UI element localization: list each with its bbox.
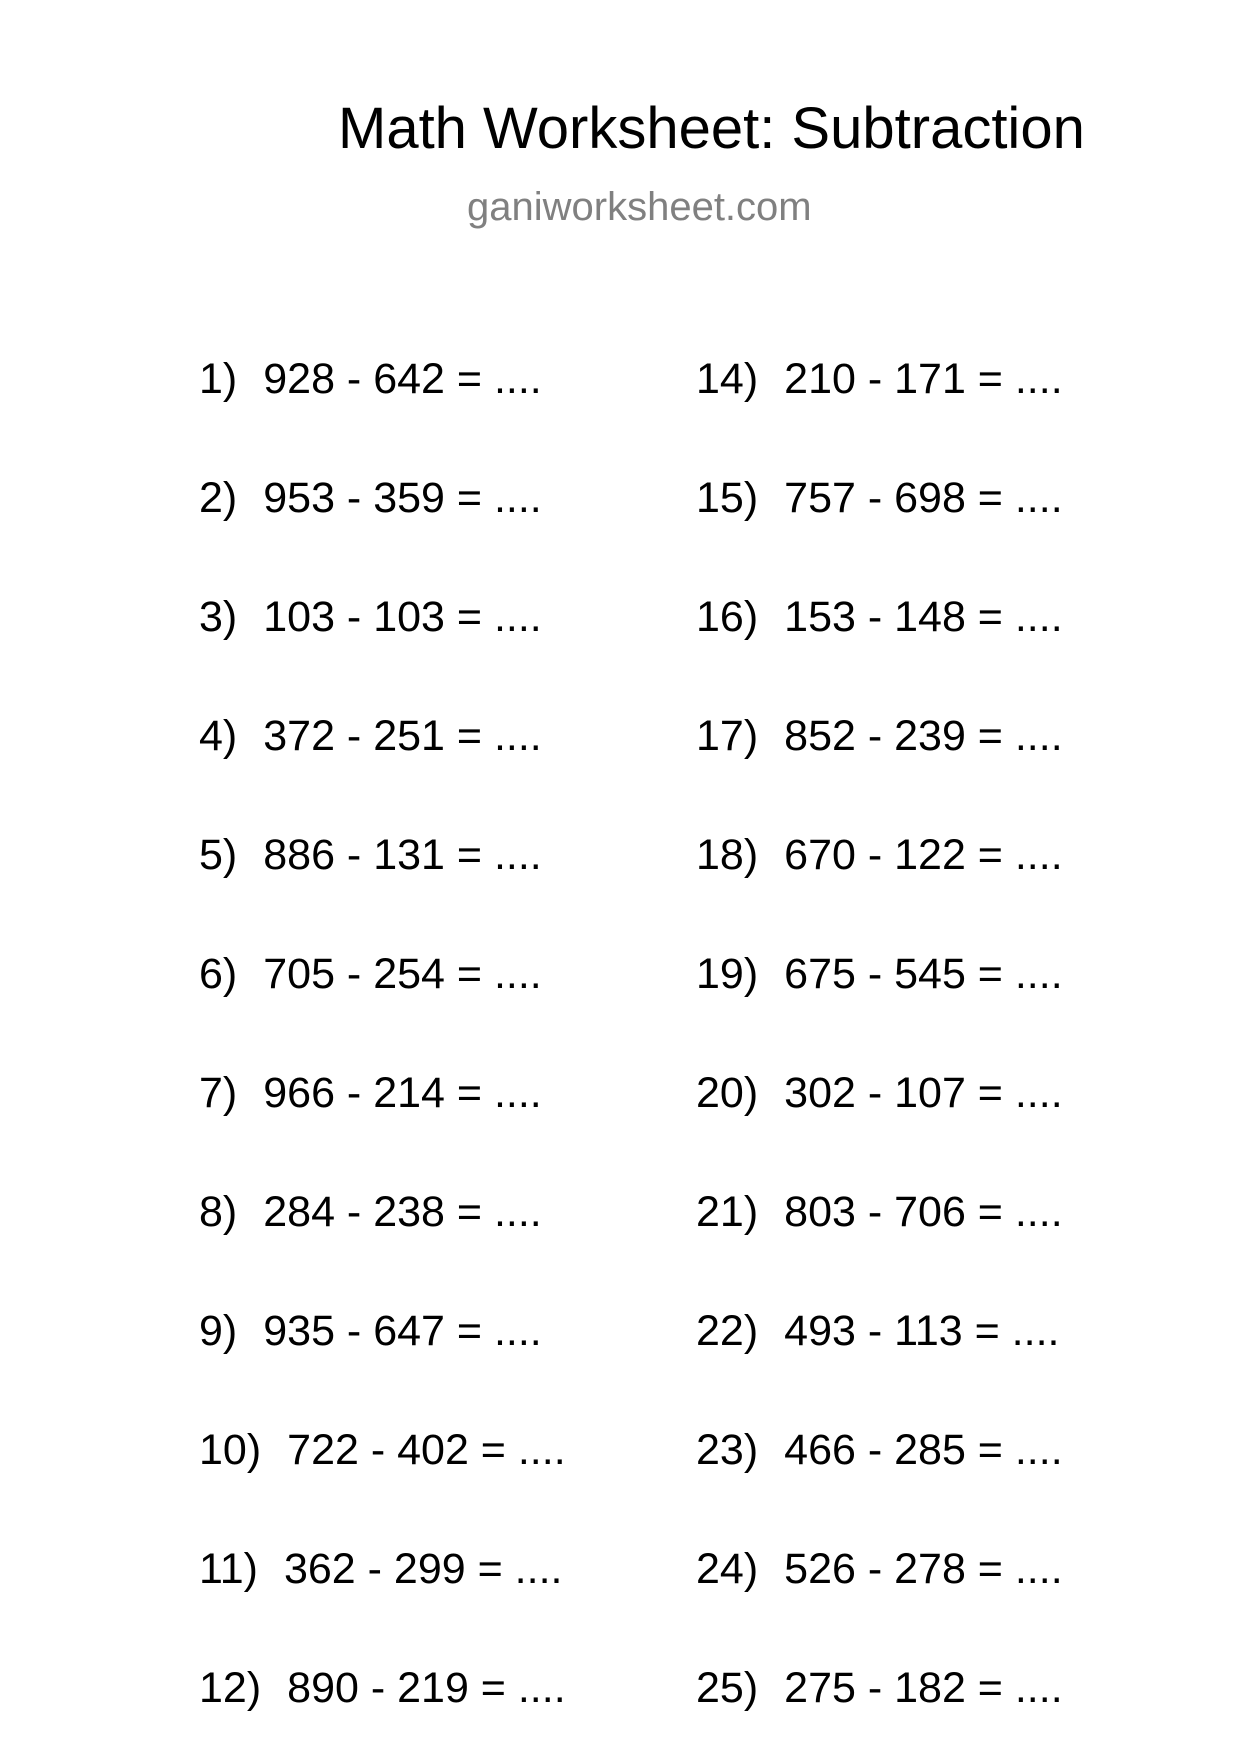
problem-number: 25) xyxy=(696,1664,759,1712)
problem-expression: 302 - 107 = .... xyxy=(784,1069,1063,1117)
problem-number: 1) xyxy=(199,355,238,403)
problem-item xyxy=(199,712,542,760)
problem-item xyxy=(199,1545,563,1593)
problem-number: 3) xyxy=(199,593,238,641)
problem-expression: 493 - 113 = .... xyxy=(784,1307,1060,1355)
problem-item xyxy=(696,1188,1063,1236)
problem-item xyxy=(696,593,1063,641)
problem-expression: 670 - 122 = .... xyxy=(784,831,1063,879)
problem-item xyxy=(696,712,1063,760)
problem-expression: 928 - 642 = .... xyxy=(263,355,542,403)
problem-expression: 362 - 299 = .... xyxy=(283,1545,563,1593)
problem-item xyxy=(696,950,1063,998)
problem-expression: 275 - 182 = .... xyxy=(784,1664,1063,1712)
problem-item xyxy=(199,1069,542,1117)
problem-item xyxy=(696,831,1063,879)
problem-number: 23) xyxy=(696,1426,759,1474)
problem-number: 6) xyxy=(199,950,238,998)
problem-number: 5) xyxy=(199,831,238,879)
problem-item xyxy=(199,1188,542,1236)
problem-expression: 852 - 239 = .... xyxy=(784,712,1063,760)
problem-item xyxy=(199,474,542,522)
problem-number: 24) xyxy=(696,1545,759,1593)
problem-expression: 890 - 219 = .... xyxy=(287,1664,566,1712)
problem-expression: 757 - 698 = .... xyxy=(784,474,1063,522)
problem-item xyxy=(199,1426,566,1474)
problem-number: 10) xyxy=(199,1426,262,1474)
problem-item xyxy=(696,474,1063,522)
problem-number: 15) xyxy=(696,474,759,522)
problem-item xyxy=(696,1664,1063,1712)
problem-expression: 722 - 402 = .... xyxy=(287,1426,566,1474)
problem-item xyxy=(696,1069,1063,1117)
problem-number: 12) xyxy=(199,1664,262,1712)
problem-number: 22) xyxy=(696,1307,759,1355)
problem-number: 11) xyxy=(199,1545,258,1593)
problem-number: 8) xyxy=(199,1188,238,1236)
problem-expression: 675 - 545 = .... xyxy=(784,950,1063,998)
problem-item xyxy=(199,1664,566,1712)
problem-number: 19) xyxy=(696,950,759,998)
problem-item xyxy=(199,1307,542,1355)
website-credit: ganiworksheet.com xyxy=(467,185,812,229)
problem-expression: 153 - 148 = .... xyxy=(784,593,1063,641)
problem-item xyxy=(199,831,542,879)
problem-item xyxy=(199,593,542,641)
problem-item xyxy=(199,950,542,998)
problem-expression: 210 - 171 = .... xyxy=(784,355,1063,403)
problem-number: 21) xyxy=(696,1188,759,1236)
problem-expression: 284 - 238 = .... xyxy=(263,1188,542,1236)
problem-expression: 526 - 278 = .... xyxy=(784,1545,1063,1593)
problem-number: 20) xyxy=(696,1069,759,1117)
problem-item xyxy=(199,355,542,403)
problem-number: 2) xyxy=(199,474,238,522)
problem-item xyxy=(696,1545,1063,1593)
problem-number: 18) xyxy=(696,831,759,879)
problem-expression: 953 - 359 = .... xyxy=(263,474,542,522)
problem-item xyxy=(696,355,1063,403)
problem-number: 4) xyxy=(199,712,238,760)
problem-expression: 372 - 251 = .... xyxy=(263,712,542,760)
problem-number: 9) xyxy=(199,1307,238,1355)
problem-expression: 705 - 254 = .... xyxy=(263,950,542,998)
problem-expression: 966 - 214 = .... xyxy=(263,1069,542,1117)
problem-expression: 935 - 647 = .... xyxy=(263,1307,542,1355)
problem-expression: 103 - 103 = .... xyxy=(263,593,542,641)
problem-expression: 886 - 131 = .... xyxy=(263,831,542,879)
problem-item xyxy=(696,1426,1063,1474)
problem-number: 7) xyxy=(199,1069,238,1117)
problem-item xyxy=(696,1307,1060,1355)
problem-number: 14) xyxy=(696,355,759,403)
problem-number: 17) xyxy=(696,712,759,760)
problem-number: 16) xyxy=(696,593,759,641)
worksheet-title: Math Worksheet: Subtraction xyxy=(338,96,1085,161)
problem-expression: 803 - 706 = .... xyxy=(784,1188,1063,1236)
problem-expression: 466 - 285 = .... xyxy=(784,1426,1063,1474)
